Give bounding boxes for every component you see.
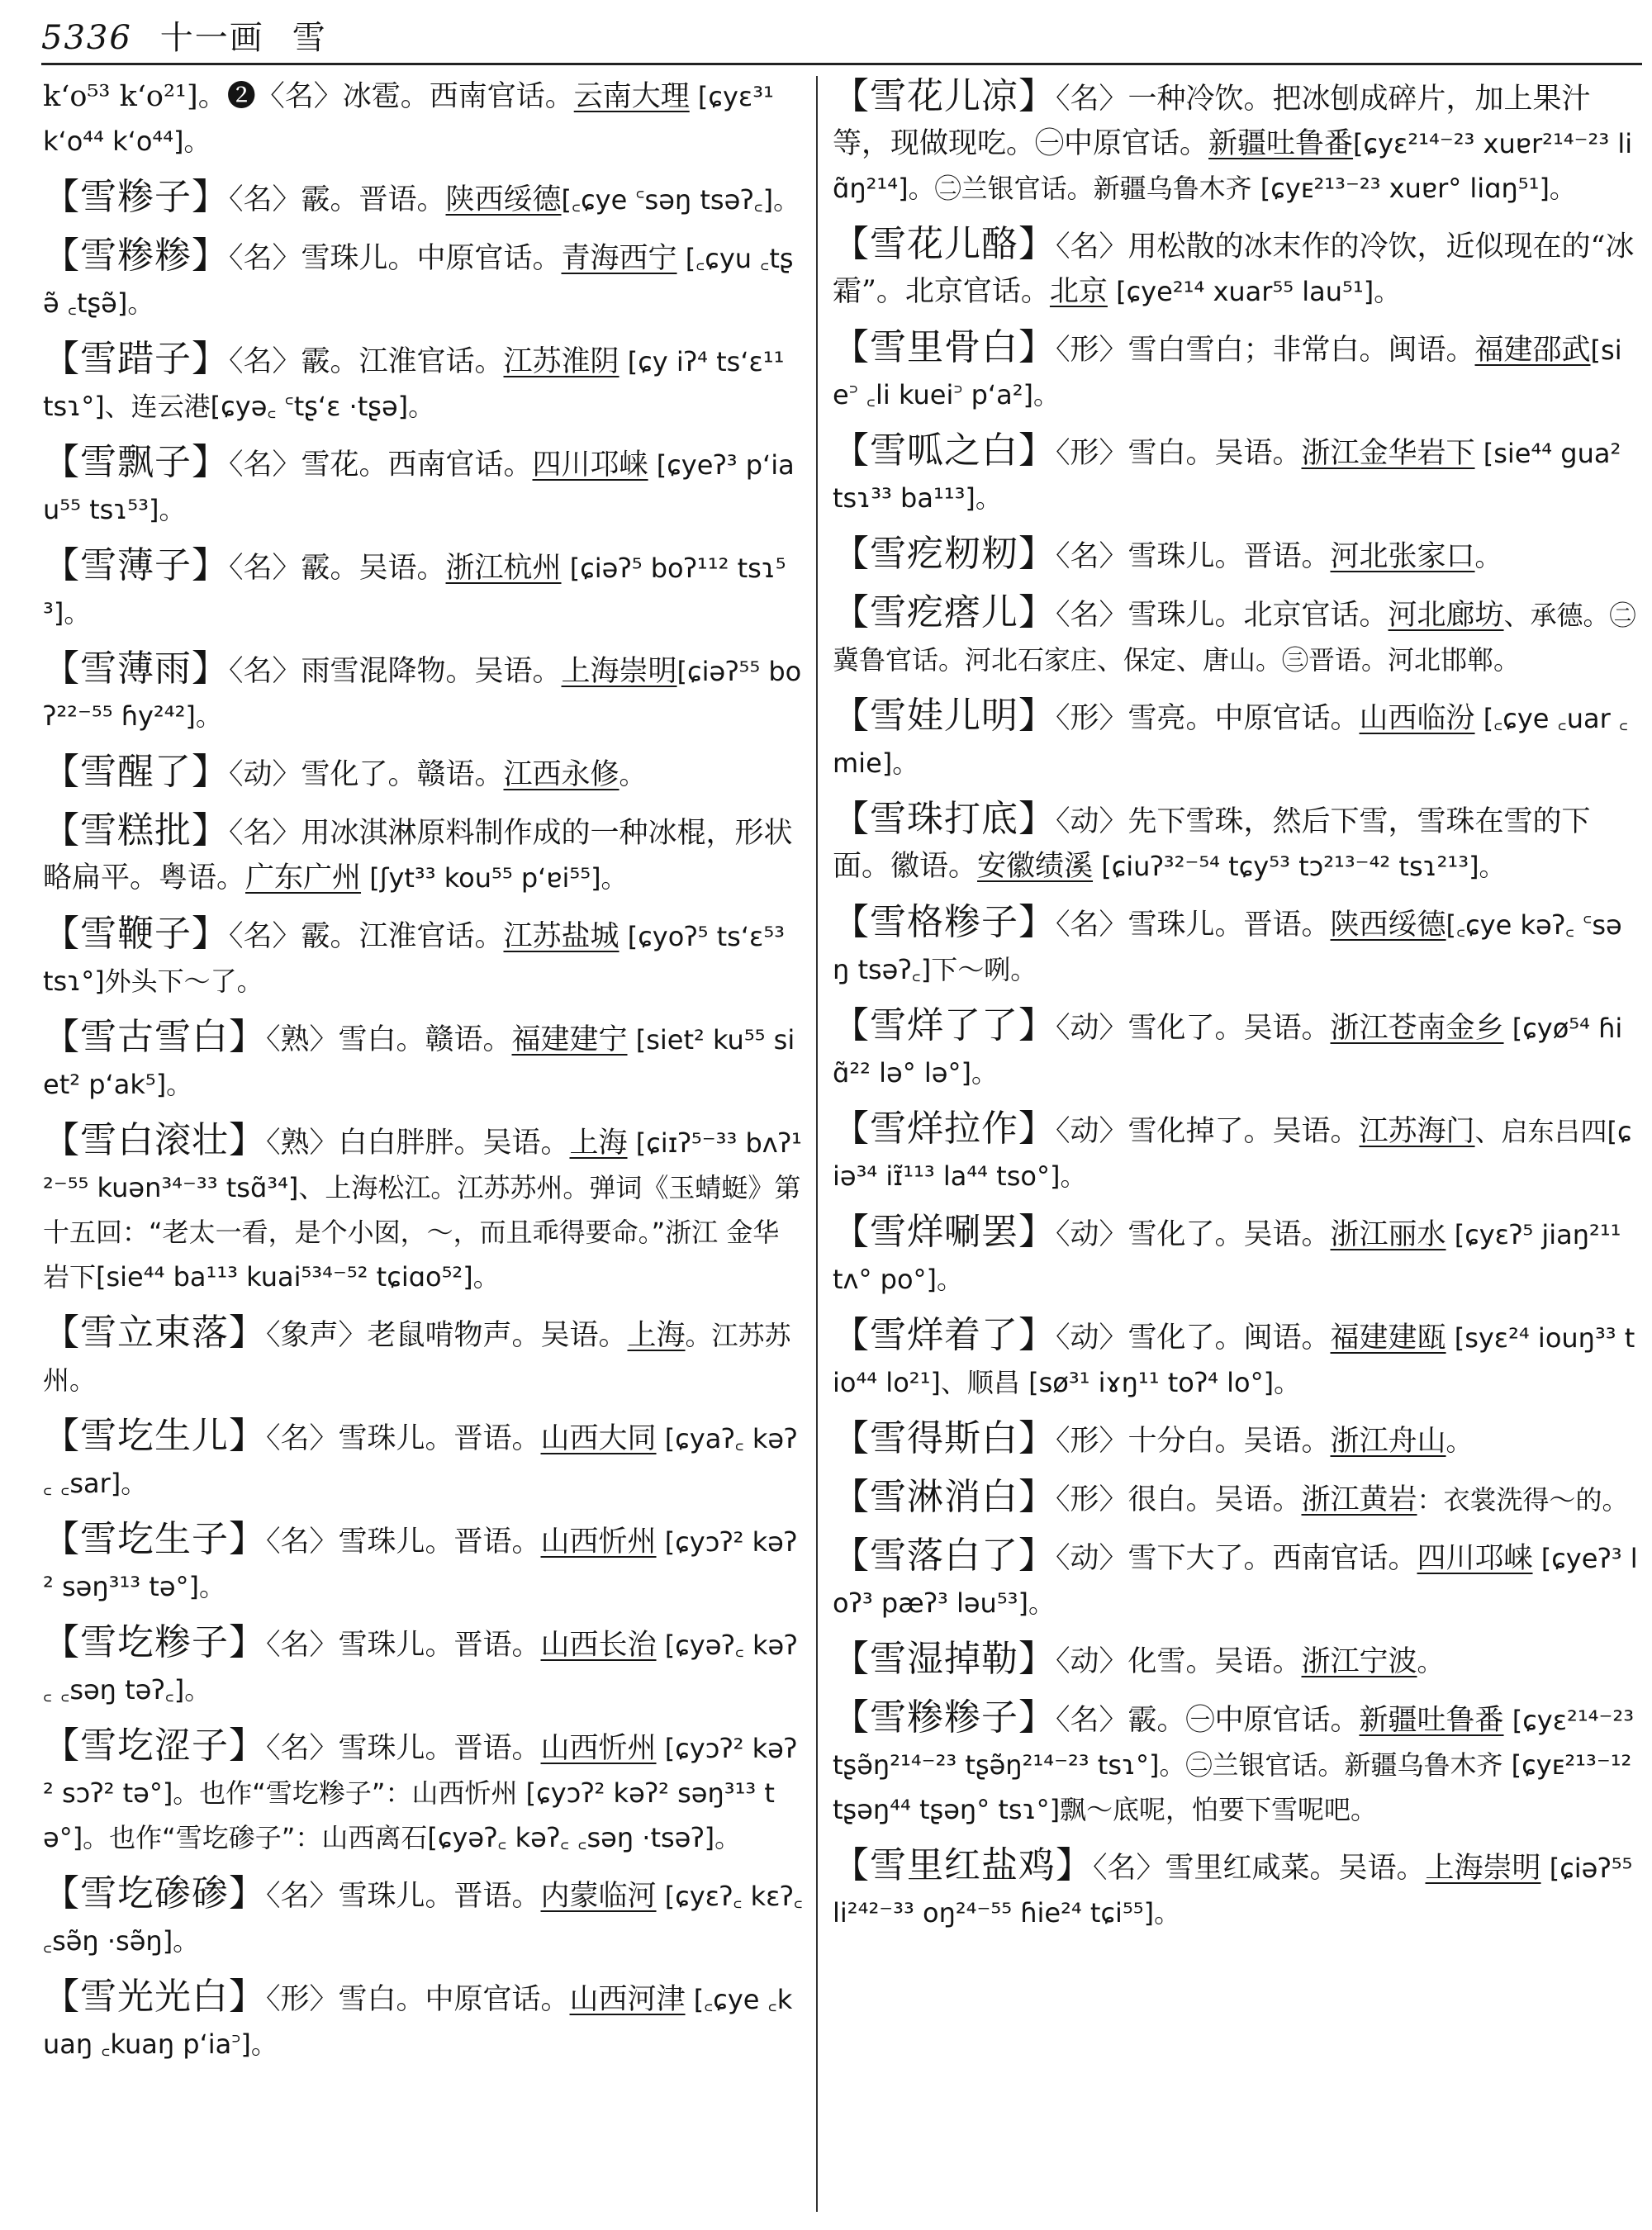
entry-headword: 【雪得斯白】 [833, 1417, 1056, 1459]
entry-headword: 【雪圪糁子】 [43, 1621, 266, 1663]
entry-location: 浙江金华岩下 [1301, 437, 1475, 470]
entry-headword: 【雪圪生子】 [43, 1518, 266, 1560]
entry-location: 新疆吐鲁番 [1208, 127, 1354, 160]
entry-location: 山西长治 [540, 1629, 657, 1662]
entry-headword: 【雪呱之白】 [833, 429, 1056, 472]
entry-headword: 【雪糕批】 [43, 809, 229, 852]
entry-headword: 【雪糁糁】 [43, 235, 229, 277]
entry-location: 山西大同 [540, 1422, 657, 1455]
entry-pronunciation: [ɕyø⁵⁴ ɦiɑ̃²² lə° lə°]。 [833, 1013, 1623, 1089]
entry-definition: 〈名〉霰。江淮官话。 [229, 920, 504, 953]
dictionary-entry [833, 1416, 1638, 1464]
page-header [41, 12, 327, 61]
entry-headword: 【雪里骨白】 [833, 326, 1056, 368]
entry-location: 陕西绥德 [1330, 909, 1446, 942]
dictionary-entry [833, 900, 1638, 992]
entry-pronunciation: [ɕyaʔ꜀ kəʔ꜀ ꜀sar]。 [43, 1423, 798, 1499]
entry-pronunciation: [sie⁴⁴ gua² tsɿ³³ ba¹¹³]。 [833, 438, 1621, 514]
entry-definition: 〈动〉雪化了。吴语。 [1056, 1012, 1331, 1045]
entry-headword: 【雪踖子】 [43, 338, 229, 380]
entry-pronunciation: [꜀ɕye ꜀kuaŋ ꜀kuaŋ p‘ia꜄]。 [43, 1984, 793, 2060]
entry-pronunciation: [꜀ɕye ꜀uar ꜀mie]。 [833, 703, 1629, 779]
entry-location: 福建建宁 [511, 1023, 628, 1056]
entry-pronunciation: ：衣裳洗得～的。 [1417, 1484, 1629, 1516]
entry-definition: 〈熟〉雪白。赣语。 [266, 1023, 512, 1056]
entry-definition: 〈名〉雪里红咸菜。吴语。 [1093, 1852, 1426, 1885]
entry-location: 新疆吐鲁番 [1359, 1704, 1504, 1737]
entry-pronunciation: 、承德。㊁冀鲁官话。河北石家庄、保定、唐山。㊂晋语。河北邯郸。 [833, 600, 1636, 676]
dictionary-entry [833, 694, 1638, 785]
dictionary-entry [833, 325, 1638, 417]
dictionary-entry [43, 440, 803, 532]
dictionary-entry [833, 222, 1638, 314]
entry-location: 浙江宁波 [1301, 1645, 1417, 1678]
entry-definition: 〈形〉雪白。吴语。 [1056, 437, 1302, 470]
entry-headword: 【雪醒了】 [43, 751, 229, 793]
entry-location: 上海 [569, 1127, 628, 1160]
entry-location: 浙江杭州 [445, 552, 562, 585]
entry-pronunciation: [ɕyɛʔ꜀ kɛʔ꜀ ꜀sə̃ŋ ·sə̃ŋ]。 [43, 1881, 803, 1957]
entry-location: 上海崇明 [561, 655, 677, 688]
entry-pronunciation: 。 [1446, 1426, 1473, 1457]
entry-location: 江西永修 [503, 758, 620, 791]
dictionary-entry [43, 912, 803, 1004]
dictionary-entry [43, 809, 803, 900]
entry-location: 陕西绥德 [445, 183, 562, 216]
entry-location: 四川邛崃 [1417, 1542, 1533, 1575]
entry-headword: 【雪薄子】 [43, 544, 229, 586]
entry-headword: 【雪白滚壮】 [43, 1119, 266, 1161]
entry-headword: 【雪娃儿明】 [833, 695, 1056, 737]
right-column [833, 74, 1638, 2213]
dictionary-entry [833, 1004, 1638, 1095]
entry-pronunciation: [ɕyeʔ³ p‘iau⁵⁵ tsɿ⁵³]。 [43, 449, 795, 525]
dictionary-entry [833, 429, 1638, 520]
entry-definition: 〈象声〉老鼠啃物声。吴语。 [266, 1319, 628, 1352]
dictionary-entry [43, 74, 803, 164]
entry-definition: 〈名〉用冰淇淋原料制作成的一种冰棍，形状略扁平。粤语。 [43, 817, 793, 894]
entry-pronunciation: [ʃyt³³ kou⁵⁵ p‘ɐi⁵⁵]。 [361, 862, 628, 894]
entry-definition: 〈名〉雪珠儿。中原官话。 [229, 242, 562, 275]
entry-headword: 【雪花儿酪】 [833, 223, 1056, 265]
dictionary-entry [833, 1637, 1638, 1684]
dictionary-entry [43, 175, 803, 222]
dictionary-entry [43, 1517, 803, 1609]
entry-location: 山西忻州 [540, 1525, 657, 1559]
entry-definition: k‘o⁵³ k‘o²¹]。❷〈名〉冰雹。西南官话。 [43, 80, 574, 113]
entry-pronunciation: [ɕy iʔ⁴ ts‘ɛ¹¹ tsɿ°]、连云港[ɕyə꜀ ꜂tʂ‘ɛ ·tʂə]。 [43, 346, 785, 422]
entry-headword: 【雪烊唰罢】 [833, 1211, 1056, 1253]
entry-definition: 〈名〉雪珠儿。晋语。 [1056, 540, 1331, 573]
dictionary-entry [43, 1724, 803, 1860]
entry-headword: 【雪光光白】 [43, 1976, 266, 2018]
dictionary-entry [43, 1975, 803, 2066]
dictionary-entry [833, 532, 1638, 579]
dictionary-entry [43, 1414, 803, 1506]
entry-pronunciation: [ɕyɛʔ⁵ jiaŋ²¹¹ tʌ° po°]。 [833, 1219, 1621, 1295]
entry-definition: 〈名〉雪珠儿。北京官话。 [1056, 599, 1389, 632]
entry-headword: 【雪里红盐鸡】 [833, 1844, 1093, 1886]
dictionary-entry [833, 1843, 1638, 1935]
entry-pronunciation: [ɕyoʔ⁵ ts‘ɛ⁵³ tsɿ°]外头下～了。 [43, 921, 785, 997]
entry-pronunciation: [ɕyɛ²¹⁴⁻²³ tʂə̃ŋ²¹⁴⁻²³ tʂə̃ŋ²¹⁴⁻²³ tsɿ°]。㊁兰银官话。新疆乌鲁木齐 [ɕyᴇ²¹³⁻¹² tʂəŋ⁴⁴ tʂəŋ° tsɿ°]飘～底呢，怕要下雪呢吧。 [833, 1705, 1635, 1825]
entry-headword: 【雪落白了】 [833, 1535, 1056, 1577]
entry-location: 浙江苍南金乡 [1330, 1012, 1504, 1045]
dictionary-entry [43, 1118, 803, 1299]
dictionary-entry [833, 74, 1638, 211]
entry-location: 云南大理 [573, 80, 690, 113]
entry-pronunciation: 。 [619, 759, 646, 790]
entry-location: 青海西宁 [561, 242, 677, 275]
entry-definition: 〈形〉十分白。吴语。 [1056, 1425, 1331, 1458]
entry-headword: 【雪疙籾籾】 [833, 533, 1056, 575]
entry-pronunciation: 。江苏苏州。 [43, 1320, 791, 1396]
entry-pronunciation: [ɕyeʔ³ loʔ³ pæʔ³ ləu⁵³]。 [833, 1543, 1638, 1619]
entry-location: 四川邛崃 [532, 448, 648, 482]
entry-headword: 【雪飘子】 [43, 441, 229, 483]
entry-definition: 〈名〉雪珠儿。晋语。 [266, 1880, 541, 1913]
entry-pronunciation: [ɕyɛ³¹ k‘o⁴⁴ k‘o⁴⁴]。 [43, 81, 774, 157]
dictionary-entry [833, 1696, 1638, 1832]
dictionary-entry [43, 1872, 803, 1963]
dictionary-entry [833, 1534, 1638, 1625]
entry-definition: 〈形〉雪亮。中原官话。 [1056, 702, 1360, 735]
dictionary-entry [833, 1313, 1638, 1405]
entry-pronunciation: [ɕiəʔ⁵ boʔ¹¹² tsɿ⁵³]。 [43, 553, 786, 629]
entry-pronunciation: [ɕye²¹⁴ xuar⁵⁵ lau⁵¹]。 [1107, 276, 1401, 307]
entry-definition: 〈名〉雪珠儿。晋语。 [266, 1732, 541, 1765]
entry-pronunciation: [sie꜄ ꜀li kuei꜄ p‘a²]。 [833, 334, 1622, 410]
dictionary-entry [43, 1015, 803, 1107]
entry-pronunciation: [ɕiɪʔ⁵⁻³³ bʌʔ¹²⁻⁵⁵ kuən³⁴⁻³³ tsɑ̃³⁴]、上海松江。江苏苏州。弹词《玉蜻蜓》第十五回：“老太一看，是个小囡，～，而且乖得要命。”浙江 金华岩下[sie⁴⁴ ba¹¹³ kuai⁵³⁴⁻⁵² tɕiɑo⁵²]。 [43, 1127, 802, 1293]
entry-location: 江苏淮阴 [503, 345, 620, 378]
entry-definition: 〈名〉一种冷饮。把冰刨成碎片，加上果汁等，现做现吃。㊀中原官话。 [833, 83, 1591, 160]
entry-headword: 【雪糁子】 [43, 176, 229, 218]
entry-pronunciation: [syɛ²⁴ iouŋ³³ tio⁴⁴ lo²¹]、顺昌 [sø³¹ iɤŋ¹¹ toʔ⁴ lo°]。 [833, 1322, 1635, 1398]
entry-definition: 〈名〉雨雪混降物。吴语。 [229, 655, 562, 688]
entry-location: 山西河津 [569, 1983, 686, 2016]
entry-definition: 〈动〉雪下大了。西南官话。 [1056, 1542, 1417, 1575]
entry-definition: 〈形〉雪白雪白；非常白。闽语。 [1056, 334, 1475, 367]
dictionary-entry [833, 797, 1638, 889]
entry-headword: 【雪格糁子】 [833, 901, 1056, 943]
dictionary-entry [833, 591, 1638, 682]
entry-headword: 【雪烊了了】 [833, 1004, 1056, 1046]
entry-pronunciation: [꜀ɕye ꜂səŋ tsəʔ꜀]。 [561, 184, 800, 216]
entry-headword: 【雪烊着了】 [833, 1314, 1056, 1356]
entry-location: 山西忻州 [540, 1732, 657, 1765]
entry-headword: 【雪立束落】 [43, 1312, 266, 1354]
entry-definition: 〈名〉雪珠儿。晋语。 [266, 1422, 541, 1455]
entry-pronunciation: [ɕyɔʔ² kəʔ² sɔʔ² tə°]。也作“雪圪糁子”：山西忻州 [ɕyɔʔ² kəʔ² səŋ³¹³ tə°]。也作“雪圪碜子”：山西离石[ɕyəʔ꜀ kəʔ꜀ ꜀səŋ ·tsəʔ]。 [43, 1733, 798, 1853]
entry-definition: 〈动〉雪化了。吴语。 [1056, 1218, 1331, 1251]
left-column [43, 74, 803, 2213]
entry-headword: 【雪淋消白】 [833, 1476, 1056, 1518]
entry-pronunciation: [ɕiəʔ⁵⁵ boʔ²²⁻⁵⁵ ɦy²⁴²]。 [43, 656, 802, 732]
dictionary-entry [833, 1475, 1638, 1522]
entry-location: 安徽绩溪 [977, 850, 1094, 883]
entry-location: 内蒙临河 [540, 1880, 657, 1913]
entry-definition: 〈名〉霰。吴语。 [229, 552, 446, 585]
entry-headword: 【雪湿掉勒】 [833, 1638, 1056, 1680]
dictionary-entry [43, 1620, 803, 1712]
entry-definition: 〈名〉霰。江淮官话。 [229, 345, 504, 378]
section-label: 十一画 [159, 19, 264, 57]
entry-definition: 〈名〉霰。晋语。 [229, 183, 446, 216]
dictionary-entry [43, 750, 803, 797]
entry-location: 浙江舟山 [1330, 1425, 1446, 1458]
entry-definition: 〈名〉用松散的冰末作的冷饮，近似现在的“冰霜”。北京官话。 [833, 230, 1635, 308]
entry-definition: 〈动〉雪化了。赣语。 [229, 758, 504, 791]
entry-definition: 〈形〉很白。吴语。 [1056, 1483, 1302, 1516]
dictionary-entry [43, 234, 803, 325]
entry-definition: 〈动〉先下雪珠，然后下雪，雪珠在雪的下面。徽语。 [833, 805, 1591, 883]
entry-headword: 【雪疙瘩儿】 [833, 591, 1056, 633]
entry-location: 北京 [1049, 275, 1108, 308]
dictionary-entry [43, 1311, 803, 1402]
entry-definition: 〈名〉雪珠儿。晋语。 [266, 1525, 541, 1559]
entry-location: 山西临汾 [1359, 702, 1475, 735]
entry-headword: 【雪珠打底】 [833, 798, 1056, 840]
entry-pronunciation: [ɕyɔʔ² kəʔ² səŋ³¹³ tə°]。 [43, 1526, 798, 1602]
entry-definition: 〈形〉雪白。中原官话。 [266, 1983, 570, 2016]
entry-pronunciation: [siet² ku⁵⁵ siet² p‘ak⁵]。 [43, 1024, 795, 1100]
entry-headword: 【雪薄雨】 [43, 648, 229, 690]
entry-location: 广东广州 [245, 861, 362, 894]
entry-pronunciation: [ɕiuʔ³²⁻⁵⁴ tɕy⁵³ tɔ²¹³⁻⁴² tsɿ²¹³]。 [1093, 851, 1506, 882]
dictionary-entry [43, 647, 803, 738]
entry-location: 河北张家口 [1330, 540, 1475, 573]
entry-headword: 【雪糁糁子】 [833, 1696, 1056, 1739]
entry-location: 福建建瓯 [1330, 1321, 1446, 1355]
dictionary-entry [43, 337, 803, 429]
entry-definition: 〈名〉雪花。西南官话。 [229, 448, 533, 482]
entry-definition: 〈动〉雪化掉了。吴语。 [1056, 1115, 1360, 1148]
entry-pronunciation: [꜀ɕye kəʔ꜀ ꜂səŋ tsəʔ꜀]下～咧。 [833, 909, 1622, 985]
entry-pronunciation: 。 [1474, 541, 1502, 572]
entry-definition: 〈名〉雪珠儿。晋语。 [266, 1629, 541, 1662]
dictionary-entry [833, 1107, 1638, 1198]
entry-definition: 〈名〉霰。㊀中原官话。 [1056, 1704, 1360, 1737]
entry-definition: 〈名〉雪珠儿。晋语。 [1056, 909, 1331, 942]
entry-pronunciation: [ɕyəʔ꜀ kəʔ꜀ ꜀səŋ təʔ꜀]。 [43, 1630, 798, 1706]
page-number: 5336 [41, 19, 132, 57]
entry-location: 江苏盐城 [503, 920, 620, 953]
entry-pronunciation: 、启东吕四[ɕiə³⁴ iɪ̃¹¹³ la⁴⁴ tso°]。 [833, 1116, 1632, 1192]
entry-pronunciation: [꜀ɕyu ꜀tʂə̃ ꜀tʂə̃]。 [43, 243, 794, 319]
entry-location: 上海崇明 [1425, 1852, 1541, 1885]
entry-location: 福建邵武 [1474, 334, 1591, 367]
entry-location: 浙江黄岩 [1301, 1483, 1417, 1516]
index-character: 雪 [292, 19, 327, 57]
entry-pronunciation: 。 [1417, 1646, 1444, 1677]
entry-pronunciation: [ɕyɛ²¹⁴⁻²³ xuɐr²¹⁴⁻²³ liɑ̃ŋ²¹⁴]。㊁兰银官话。新疆乌鲁木齐 [ɕyᴇ²¹³⁻²³ xuɐr° liɑŋ⁵¹]。 [833, 128, 1633, 204]
dictionary-entry [43, 543, 803, 635]
column-divider [816, 76, 818, 2212]
entry-headword: 【雪鞭子】 [43, 913, 229, 955]
entry-headword: 【雪烊拉作】 [833, 1108, 1056, 1150]
dictionary-entry [833, 1210, 1638, 1302]
entry-headword: 【雪圪碜碜】 [43, 1872, 266, 1914]
entry-location: 河北廊坊 [1388, 599, 1504, 632]
entry-definition: 〈动〉雪化了。闽语。 [1056, 1321, 1331, 1355]
entry-location: 浙江丽水 [1330, 1218, 1446, 1251]
entry-headword: 【雪圪涩子】 [43, 1725, 266, 1767]
entry-location: 江苏海门 [1359, 1115, 1475, 1148]
entry-definition: 〈熟〉白白胖胖。吴语。 [266, 1127, 570, 1160]
entry-headword: 【雪古雪白】 [43, 1016, 266, 1058]
entry-definition: 〈动〉化雪。吴语。 [1056, 1645, 1302, 1678]
entry-headword: 【雪花儿凉】 [833, 75, 1056, 117]
entry-location: 上海 [627, 1319, 686, 1352]
entry-pronunciation: [ɕiəʔ⁵⁵ li²⁴²⁻³³ oŋ²⁴⁻⁵⁵ ɦie²⁴ tɕi⁵⁵]。 [833, 1853, 1633, 1929]
entry-headword: 【雪圪生儿】 [43, 1415, 266, 1457]
header-rule [41, 63, 1642, 65]
